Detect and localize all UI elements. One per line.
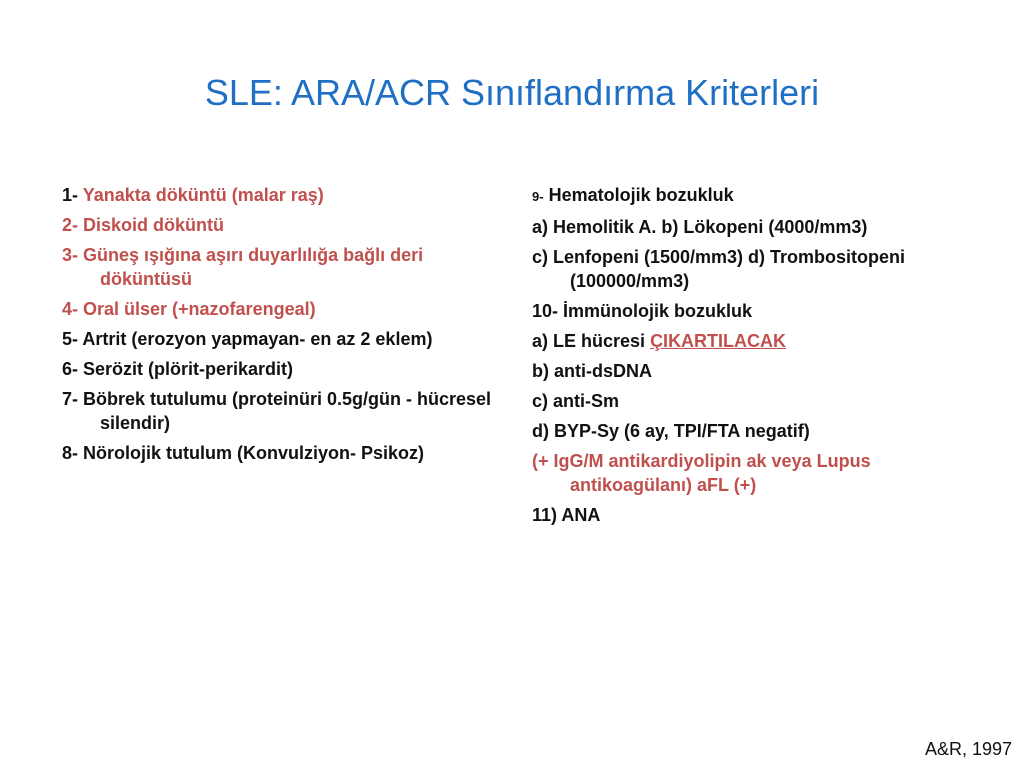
immunologic-a-text: a) LE hücresi bbox=[532, 331, 646, 351]
criterion-9 bbox=[532, 183, 972, 209]
criterion-1-number: 1- bbox=[62, 185, 79, 205]
antiphospholipid-note: (+ IgG/M antikardiyolipin ak veya Lupus antikoagülanı) aFL (+) bbox=[532, 451, 871, 495]
criterion-2: 2- Diskoid döküntü bbox=[62, 215, 224, 235]
immunologic-a bbox=[532, 329, 972, 353]
criterion-3: 3- Güneş ışığına aşırı duyarlılığa bağlı deri döküntüsü bbox=[62, 245, 424, 289]
criterion-9-text: Hematolojik bozukluk bbox=[548, 185, 734, 205]
criterion-4: 4- Oral ülser (+nazofarengeal) bbox=[62, 299, 316, 319]
criterion-1-text: Yanakta döküntü (malar raş) bbox=[82, 185, 324, 205]
criterion-9-number: 9- bbox=[532, 189, 544, 204]
hematologic-a-b: a) Hemolitik A. b) Lökopeni (4000/mm3) bbox=[532, 217, 868, 237]
immunologic-c: c) anti-Sm bbox=[532, 391, 620, 411]
removed-flag: ÇIKARTILACAK bbox=[650, 331, 787, 351]
slide-title: SLE: ARA/ACR Sınıflandırma Kriterleri bbox=[204, 72, 820, 113]
hematologic-c-d: c) Lenfopeni (1500/mm3) d) Trombositopeni (100000/mm3) bbox=[532, 247, 906, 291]
criterion-11: 11) ANA bbox=[532, 505, 601, 525]
criterion-10: 10- İmmünolojik bozukluk bbox=[532, 301, 753, 321]
reference: A&R, 1997 bbox=[924, 739, 1012, 759]
criterion-5: 5- Artrit (erozyon yapmayan- en az 2 eklem) bbox=[62, 329, 433, 349]
criteria-list-left bbox=[62, 183, 502, 471]
criterion-1 bbox=[62, 183, 502, 207]
immunologic-b: b) anti-dsDNA bbox=[532, 361, 652, 381]
criterion-8: 8- Nörolojik tutulum (Konvulziyon- Psikoz) bbox=[62, 443, 424, 463]
criterion-7: 7- Böbrek tutulumu (proteinüri 0.5g/gün - hücresel silendir) bbox=[62, 389, 492, 433]
criterion-6: 6- Serözit (plörit-perikardit) bbox=[62, 359, 294, 379]
immunologic-d: d) BYP-Sy (6 ay, TPI/FTA negatif) bbox=[532, 421, 810, 441]
criteria-list-right bbox=[532, 183, 972, 533]
